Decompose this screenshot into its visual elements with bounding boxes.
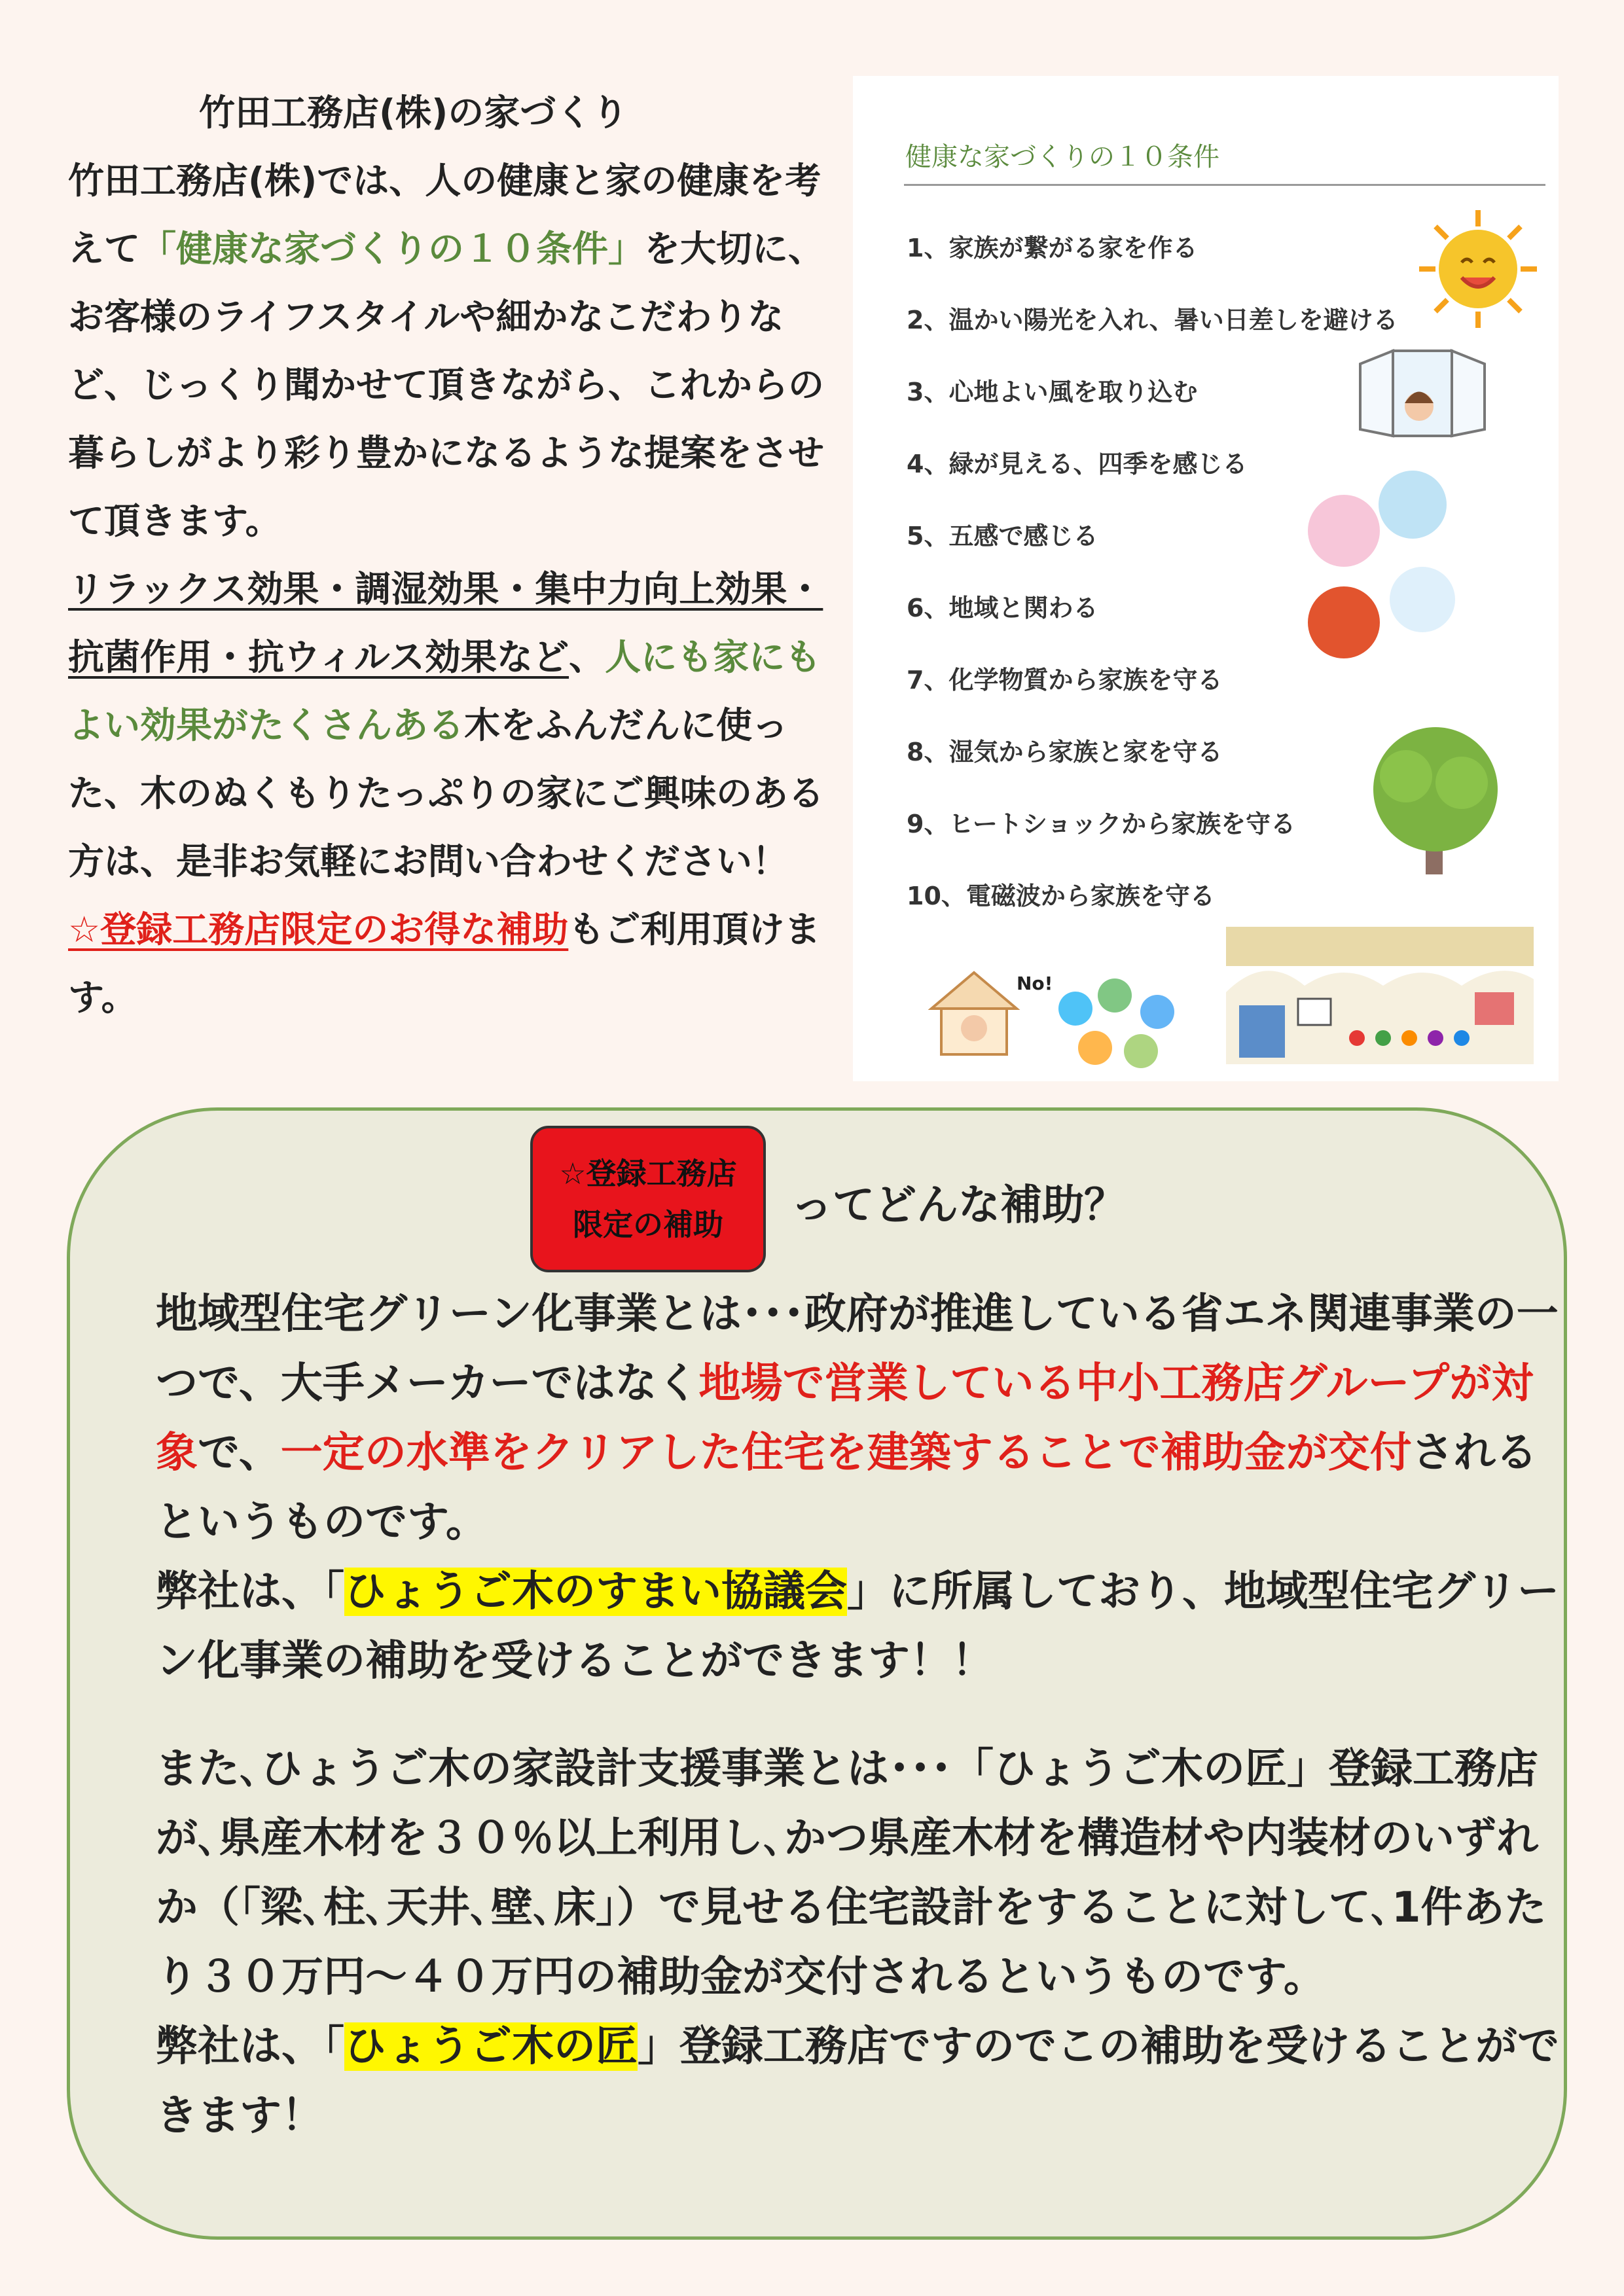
s2-text-b: 」に所属しており、地域型住宅グリーン化事業の補助を受けることができます！！ — [156, 1568, 1559, 1685]
conditions-panel — [853, 76, 1559, 1081]
seasons-icon — [1298, 469, 1468, 665]
sun-icon — [1416, 207, 1540, 331]
s2-highlight: ひょうご木のすまい協議会 — [344, 1568, 847, 1616]
chemicals-icon — [1049, 969, 1187, 1074]
badge-line2: 限定の補助 — [573, 1207, 723, 1242]
s1-text-a: 地域型住宅グリーン化事業とは･･･政府が推進している省エネ関連事業の一つで、大手メーカーではなく — [156, 1290, 1559, 1408]
s1-red-1: 地場で営業している中小工務店グループが対象 — [156, 1359, 1534, 1477]
condition-item: 7、化学物質から家族を守る — [907, 666, 1223, 694]
town-icon — [1226, 927, 1534, 1064]
condition-item: 9、ヒートショックから家族を守る — [907, 810, 1296, 838]
subsidy-badge — [530, 1126, 766, 1272]
subsidy-paragraph-2 — [156, 1734, 1563, 2151]
window-icon — [1354, 344, 1491, 442]
s4-text-b: 」登録工務店ですのでこの補助を受けることができます！ — [156, 2022, 1559, 2140]
condition-item: 6、地域と関わる — [907, 594, 1098, 622]
house-icon — [925, 966, 1023, 1058]
no-label: No! — [1017, 973, 1053, 994]
subsidy-paragraph-1 — [156, 1280, 1563, 1696]
condition-item: 3、心地よい風を取り込む — [907, 378, 1198, 406]
condition-item: 8、湿気から家族と家を守る — [907, 738, 1223, 766]
s3-text: また､ひょうご木の家設計支援事業とは･･･「ひょうご木の匠」登録工務店が､県産木材を３０％以上利用し､かつ県産木材を構造材や内装材のいずれか（｢梁､柱､天井､壁､床｣）で見せる住宅設計をすることに対して､1件あたり３０万円～４０万円の補助金が交付されるというものです。 — [156, 1745, 1547, 2001]
s4-highlight: ひょうご木の匠 — [344, 2022, 638, 2071]
condition-item: 4、緑が見える、四季を感じる — [907, 450, 1248, 478]
intro-p2a: 、 — [569, 636, 605, 678]
s2-text-a: 弊社は、「 — [156, 1568, 344, 1616]
intro-title: 竹田工務店(株)の家づくり — [199, 92, 628, 134]
badge-question: ってどんな補助？ — [791, 1181, 1126, 1230]
intro-p1b: を大切に、お客様のライフスタイルや細かなこだわりなど、じっくり聞かせて頂きながら、これからの暮らしがより彩り豊かになるような提案をさせて頂きます。 — [68, 228, 825, 542]
condition-item: 1、家族が繋がる家を作る — [907, 234, 1198, 262]
condition-item: 10、電磁波から家族を守る — [907, 882, 1215, 910]
intro-text — [68, 79, 834, 1031]
intro-p3-red: ☆登録工務店限定のお得な補助 — [68, 908, 569, 950]
s4-text-a: 弊社は、「 — [156, 2022, 344, 2071]
s1-text-b: で、 — [198, 1429, 281, 1477]
intro-p1a: 竹田工務店(株)では、人の健康と家の健康を考えて — [68, 160, 821, 270]
s1-text-c: されるというものです。 — [156, 1429, 1538, 1547]
badge-line1: ☆登録工務店 — [559, 1156, 737, 1191]
s1-red-2: 一定の水準をクリアした住宅を建築することで補助金が交付 — [280, 1429, 1412, 1477]
intro-p3b: もご利用頂けます。 — [68, 908, 821, 1018]
panel-divider — [904, 184, 1545, 186]
intro-p1-green: 「健康な家づくりの１０条件」 — [140, 228, 645, 270]
panel-title: 健康な家づくりの１０条件 — [905, 142, 1219, 172]
intro-p2-underline: リラックス効果・調湿効果・集中力向上効果・抗菌作用・抗ウィルス効果など — [68, 568, 823, 678]
intro-p2-green: 人にも家にもよい効果がたくさんある — [68, 636, 821, 746]
condition-item: 5、五感で感じる — [907, 522, 1098, 550]
intro-p2b: 木をふんだんに使った、木のぬくもりたっぷりの家にご興味のある方は、是非お気軽にお問い合わせください！ — [68, 704, 825, 882]
tree-icon — [1357, 724, 1514, 881]
condition-item: 2、温かい陽光を入れ、暑い日差しを避ける — [907, 306, 1398, 334]
